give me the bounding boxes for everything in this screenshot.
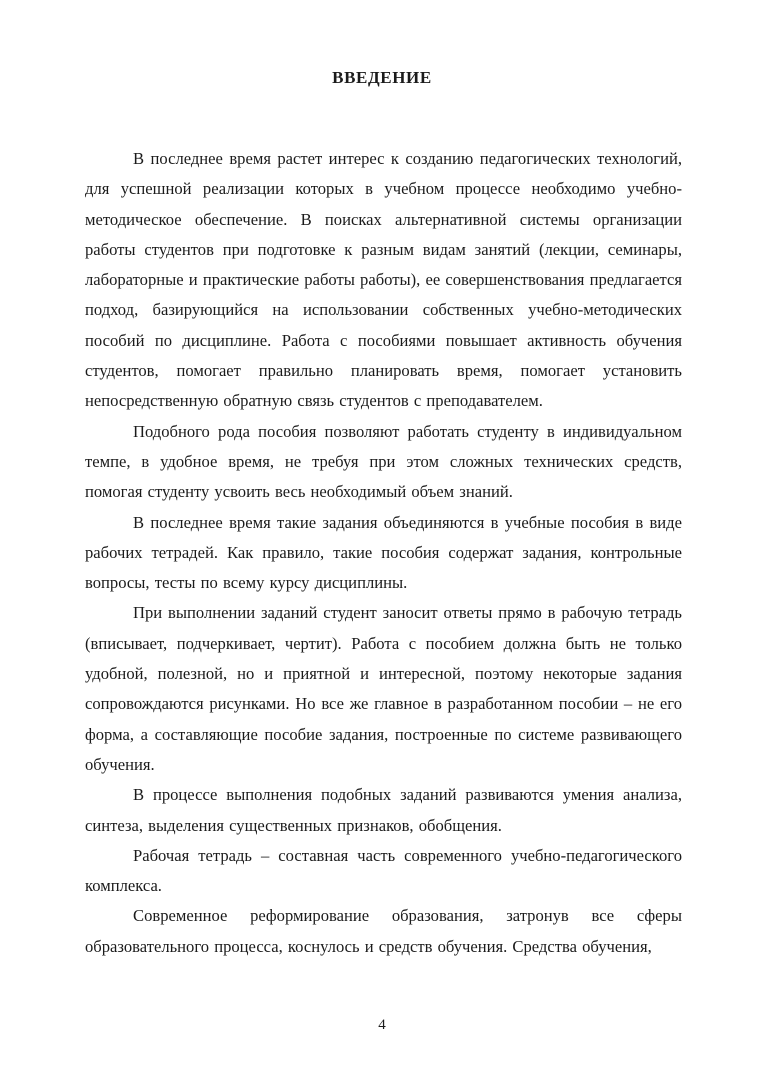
paragraph-2: Подобного рода пособия позволяют работать студенту в индивидуальном темпе, в удобное время, не требуя при этом сложных технических средств, помогая студенту усвоить весь необходимый объем знаний. [85,421,682,502]
page-number: 4 [378,1017,386,1033]
paragraph-1: В последнее время растет интерес к созданию педагогических технологий, для успешной реализации которых в учебном процессе необходимо учебно-методическое обеспечение. В поисках альтернативной системы организации работы студентов при подготовке к разным видам занятий (лекции, семинары, лабораторные и практические работы работы), ее совершенствования предлагается подход, базирующийся на использовании собственных учебно-методических пособий по дисциплине. Работа с пособиями повышает активность обучения студентов, помогает правильно планировать время, помогает установить непосредственную обратную связь студентов с преподавателем. [85,149,682,411]
paragraph-7: Современное реформирование образования, затронув все сферы образовательного процесса, коснулось и средств обучения. Средства обучения, [85,906,682,956]
paragraph-4: При выполнении заданий студент заносит ответы прямо в рабочую тетрадь (вписывает, подчеркивает, чертит). Работа с пособием должна быть не только удобной, полезной, но и приятной и интересной, поэтому некоторые задания сопровождаются рисунками. Но все же главное в разработанном пособии – не его форма, а составляющие пособие задания, построенные по системе развивающего обучения. [85,603,682,774]
paragraph-6: Рабочая тетрадь – составная часть современного учебно-педагогического комплекса. [85,845,682,896]
document-body [85,144,682,962]
page-title: ВВЕДЕНИЕ [332,68,432,87]
paragraph-3: В последнее время такие задания объединяются в учебные пособия в виде рабочих тетрадей. Как правило, такие пособия содержат задания, контрольные вопросы, тесты по всему курсу дисциплины. [85,512,682,593]
paragraph-5: В процессе выполнения подобных заданий развиваются умения анализа, синтеза, выделения существенных признаков, обобщения. [85,785,682,835]
